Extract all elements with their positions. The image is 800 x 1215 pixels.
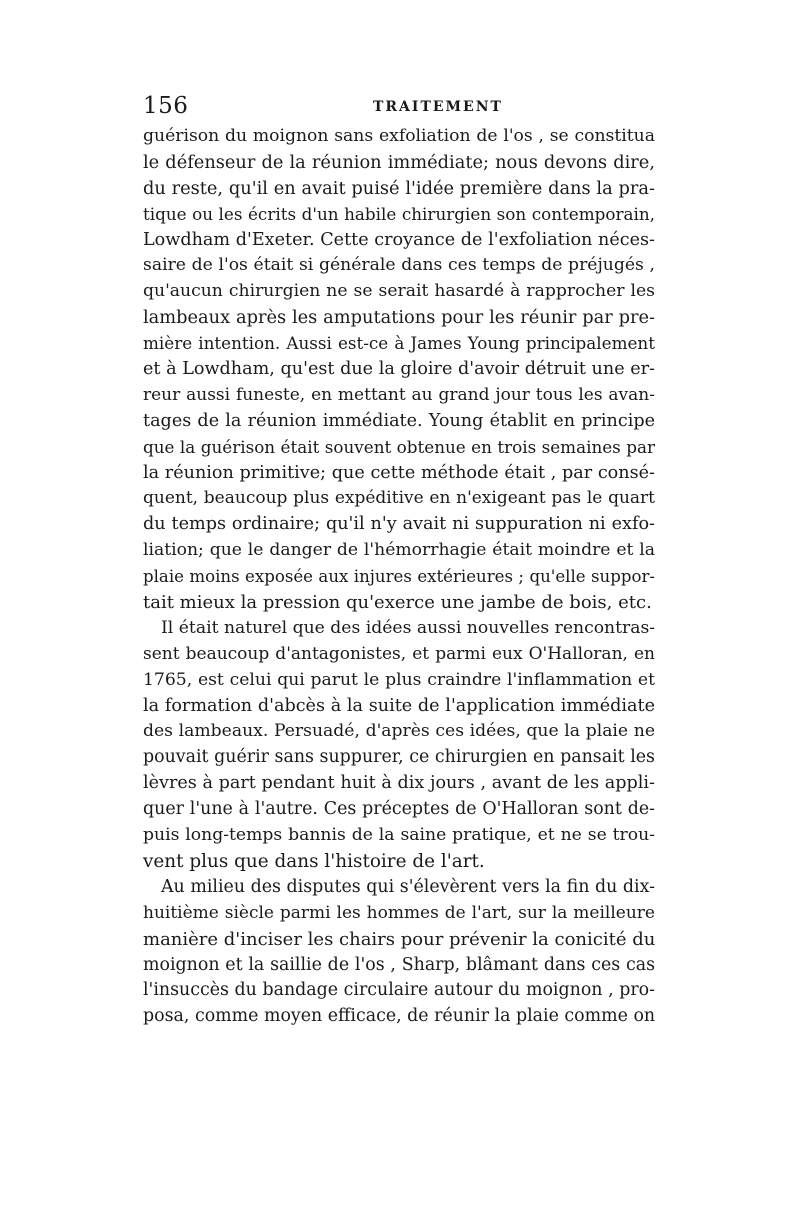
text-line: du temps ordinaire; qu'il n'y avait ni suppuration ni exfo- <box>143 514 655 535</box>
text-line: quent, beaucoup plus expéditive en n'exigeant pas le quart <box>143 488 655 509</box>
text-line: guérison du moignon sans exfoliation de l'os , se constitua <box>143 126 655 146</box>
text-line: quer l'une à l'autre. Ces préceptes de O'Halloran sont de- <box>143 799 655 820</box>
text-line: sent beaucoup d'antagonistes, et parmi eux O'Halloran, en <box>143 643 655 664</box>
text-line: le défenseur de la réunion immédiate; nous devons dire, <box>143 151 655 173</box>
text-line: la réunion primitive; que cette méthode était , par consé- <box>143 462 655 483</box>
text-line: tait mieux la pression qu'exerce une jambe de bois, etc. <box>143 592 652 614</box>
text-line: des lambeaux. Persuadé, d'après ces idées, que la plaie ne <box>143 721 655 742</box>
text-line: tages de la réunion immédiate. Young établit en principe <box>143 410 655 431</box>
text-line: pouvait guérir sans suppurer, ce chirurgien en pansait les <box>143 747 655 768</box>
running-title: TRAITEMENT <box>373 99 503 115</box>
text-line: l'insuccès du bandage circulaire autour du moignon , pro- <box>143 980 655 1001</box>
text-line: Au milieu des disputes qui s'élevèrent vers la fin du dix- <box>161 876 655 897</box>
text-line: posa, comme moyen efficace, de réunir la plaie comme on <box>143 1006 656 1027</box>
page-header <box>143 93 655 123</box>
page-number: 156 <box>143 93 189 119</box>
text-line: saire de l'os était si générale dans ces temps de préjugés , <box>143 255 655 276</box>
text-line: que la guérison était souvent obtenue en trois semaines par <box>143 436 655 457</box>
text-line: la formation d'abcès à la suite de l'application immédiate <box>143 695 655 716</box>
text-line: manière d'inciser les chairs pour prévenir la conicité du <box>143 928 656 950</box>
text-line: du reste, qu'il en avait puisé l'idée première dans la pra- <box>143 177 655 199</box>
text-line: huitième siècle parmi les hommes de l'art, sur la meilleure <box>143 902 655 923</box>
text-line: lambeaux après les amputations pour les réunir par pre- <box>143 307 655 329</box>
text-line: 1765, est celui qui parut le plus craindre l'inflammation et <box>143 669 655 690</box>
text-line: liation; que le danger de l'hémorrhagie était moindre et la <box>143 540 655 561</box>
text-line: plaie moins exposée aux injures extérieures ; qu'elle suppor- <box>143 567 655 587</box>
text-line: lèvres à part pendant huit à dix jours , avant de les appli- <box>143 773 655 794</box>
text-line: tique ou les écrits d'un habile chirurgien son contemporain, <box>143 203 655 224</box>
text-line: Lowdham d'Exeter. Cette croyance de l'exfoliation néces- <box>143 229 655 250</box>
text-line: et à Lowdham, qu'est due la gloire d'avoir détruit une er- <box>143 359 655 380</box>
text-line: qu'aucun chirurgien ne se serait hasardé à rapprocher les <box>143 281 655 302</box>
text-line: vent plus que dans l'histoire de l'art. <box>143 850 485 872</box>
text-line: reur aussi funeste, en mettant au grand jour tous les avan- <box>143 384 655 405</box>
text-line: mière intention. Aussi est-ce à James Young principalement <box>143 333 655 354</box>
text-line: Il était naturel que des idées aussi nouvelles rencontras- <box>161 617 656 638</box>
body-text <box>143 124 655 1030</box>
text-line: moignon et la saillie de l'os , Sharp, blâmant dans ces cas <box>143 954 655 975</box>
text-line: puis long-temps bannis de la saine pratique, et ne se trou- <box>143 825 655 846</box>
